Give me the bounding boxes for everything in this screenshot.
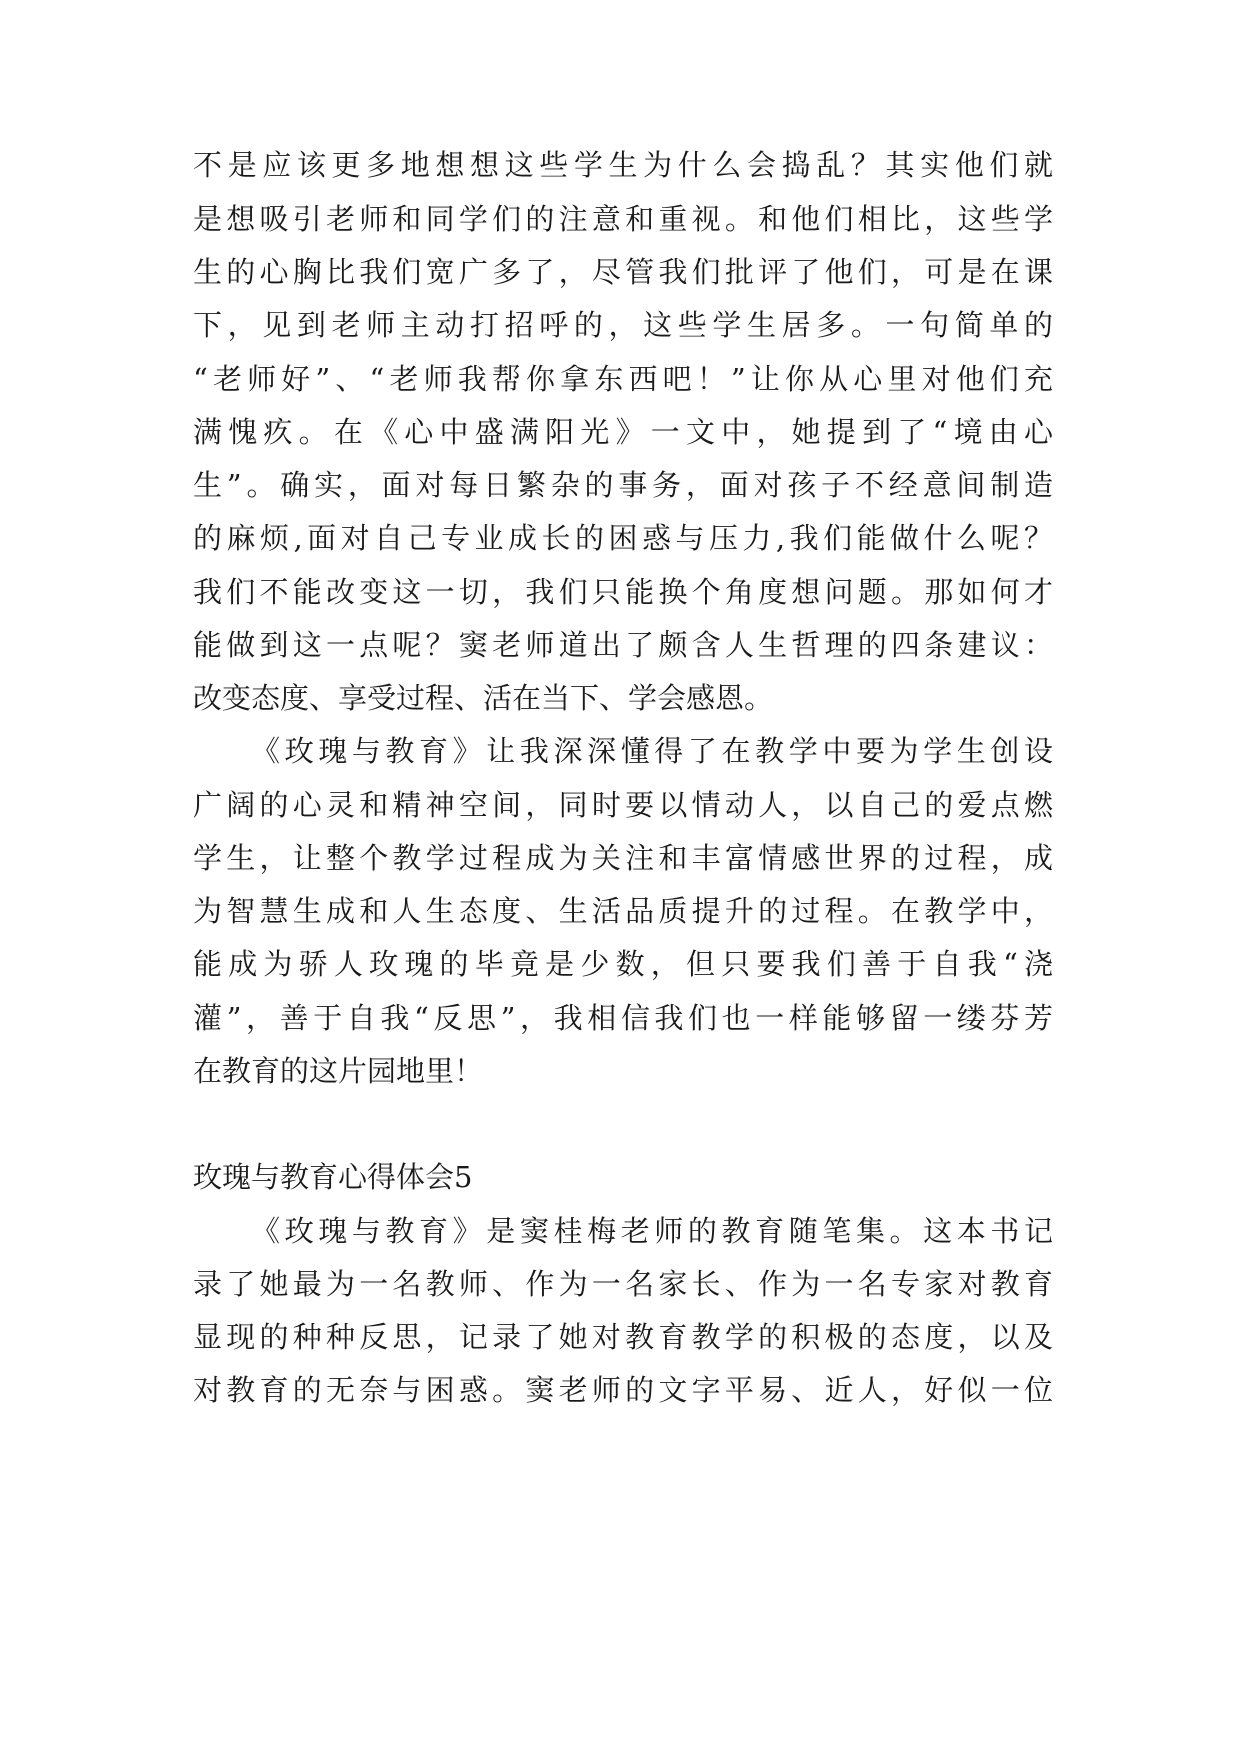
paragraph-2-line: 灌”，善于自我“反思”，我相信我们也一样能够留一缕芬芳 [193,1001,1053,1035]
paragraph-1-line: 是想吸引老师和同学们的注意和重视。和他们相比，这些学 [193,202,1053,236]
paragraph-1-line: 下，见到老师主动打招呼的，这些学生居多。一句简单的 [193,308,1053,342]
paragraph-3-line: 《玫瑰与教育》是窦桂梅老师的教育随笔集。这本书记 [251,1214,1053,1248]
paragraph-2-line: 广阔的心灵和精神空间，同时要以情动人，以自己的爱点燃 [193,788,1053,822]
paragraph-2-line: 学生，让整个教学过程成为关注和丰富情感世界的过程，成 [193,841,1053,875]
paragraph-1-line: 生”。确实，面对每日繁杂的事务，面对孩子不经意间制造 [193,468,1053,502]
paragraph-1-line: 改变态度、享受过程、活在当下、学会感恩。 [193,681,774,715]
paragraph-2-line: 在教育的这片园地里！ [193,1054,484,1088]
paragraph-1-line: 生的心胸比我们宽广多了，尽管我们批评了他们，可是在课 [193,255,1053,289]
paragraph-2-line: 《玫瑰与教育》让我深深懂得了在教学中要为学生创设 [251,734,1053,768]
paragraph-1-line: 我们不能改变这一切，我们只能换个角度想问题。那如何才 [193,575,1053,609]
paragraph-3-line: 对教育的无奈与困惑。窦老师的文字平易、近人，好似一位 [193,1373,1053,1407]
paragraph-1-line: 不是应该更多地想想这些学生为什么会捣乱？其实他们就 [193,148,1053,182]
paragraph-3-line: 录了她最为一名教师、作为一名家长、作为一名专家对教育 [193,1267,1053,1301]
paragraph-1-line: “老师好”、“老师我帮你拿东西吧！”让你从心里对他们充 [193,362,1053,396]
paragraph-1-line: 能做到这一点呢？窦老师道出了颇含人生哲理的四条建议： [193,628,1053,662]
paragraph-2-line: 能成为骄人玫瑰的毕竟是少数，但只要我们善于自我“浇 [193,947,1053,981]
paragraph-1-line: 满愧疚。在《心中盛满阳光》一文中，她提到了“境由心 [193,415,1053,449]
paragraph-2-line: 为智慧生成和人生态度、生活品质提升的过程。在教学中， [193,894,1053,928]
section-heading: 玫瑰与教育心得体会5 [193,1160,473,1194]
paragraph-3-line: 显现的种种反思，记录了她对教育教学的积极的态度，以及 [193,1320,1053,1354]
paragraph-1-line: 的麻烦,面对自己专业成长的困惑与压力,我们能做什么呢？ [193,521,1053,555]
